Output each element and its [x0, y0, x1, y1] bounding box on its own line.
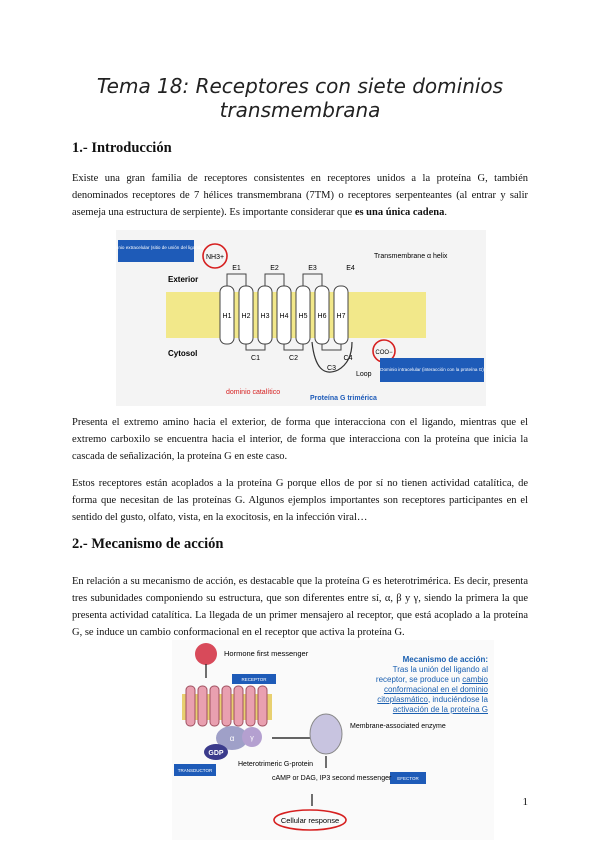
loop-label-e2: E2	[270, 265, 279, 272]
second-messenger-label: cAMP or DAG, IP3 second messenger	[272, 775, 392, 782]
cellular-response-label: Cellular response	[280, 816, 340, 825]
cytosol-label: Cytosol	[168, 349, 198, 358]
mechanism-side-note: Mecanismo de acción: Tras la unión del ligando al receptor, se produce un cambio conformacional en el dominio citoplasmático, induciéndose la activación de la proteína G	[370, 655, 488, 715]
side-note-heading: Mecanismo de acción:	[402, 655, 488, 664]
loop-label-c2: C2	[289, 355, 298, 362]
section-heading-intro: 1.- Introducción	[72, 140, 172, 156]
side-note-link-activation: activación de la proteína G	[392, 705, 488, 714]
page-title: Tema 18: Receptores con siete dominios transmembrana	[96, 74, 504, 122]
hormone-circle	[195, 643, 217, 665]
extracellular-loop-e3	[303, 274, 322, 286]
side-note-link-conformational: cambio conformacional en el dominio citoplasmático	[377, 675, 488, 704]
hormone-label: Hormone first messenger	[224, 649, 309, 658]
cytosolic-loop-c3	[322, 344, 341, 350]
helix-label-h6: H6	[317, 313, 327, 320]
extracellular-domain-label: Dominio extracelular (sitio de unión del ligando)	[116, 245, 205, 250]
helix-label-h2: H2	[241, 313, 251, 320]
receptor-helix	[246, 686, 255, 726]
receptor-helix	[198, 686, 207, 726]
catalytic-domain-label: dominio catalítico	[226, 389, 281, 396]
gamma-label: γ	[250, 735, 254, 742]
helix-label-h7: H7	[336, 313, 346, 320]
exterior-label: Exterior	[168, 275, 199, 284]
enzyme-shape	[310, 714, 342, 754]
loop-label-c1: C1	[251, 355, 260, 362]
coo-label: COO−	[375, 350, 393, 356]
receptor-helix	[222, 686, 231, 726]
section-heading-mechanism: 2.- Mecanismo de acción	[72, 536, 224, 552]
intro-paragraph-3: Estos receptores están acoplados a la proteína G porque ellos de por sí no tienen actividad catalítica, de forma que necesitan de las proteínas G. Algunos ejemplos importantes son receptores participantes en el sentido del gusto, olfato, vista, en la exocitosis, en la infección viral…	[72, 478, 528, 523]
gdp-label: GDP	[208, 750, 224, 757]
loop-label: Loop	[356, 371, 372, 378]
cytosolic-loop-c1	[246, 344, 265, 350]
efector-tag: EFECTOR	[397, 776, 419, 781]
helix-label-h1: H1	[222, 313, 232, 320]
receptor-tag: RECEPTOR	[241, 677, 267, 682]
receptor-helix	[234, 686, 243, 726]
helix-label-h4: H4	[279, 313, 289, 320]
loop-label-c3: C3	[327, 365, 336, 372]
cytosolic-loop-c2	[284, 344, 303, 350]
helix-label-h5: H5	[298, 313, 308, 320]
transductor-tag: TRANSDUCTOR	[177, 768, 213, 773]
mechanism-paragraph-1: En relación a su mecanismo de acción, es destacable que la proteína G es heterotrimérica. Es decir, presenta tres subunidades componiendo su estructura, que son diferentes entre sí, α, β y γ, siendo la primera la que presenta actividad catalítica. La llegada de un primer mensajero al receptor, que está acoplado a la proteína G, se induce un cambio conformacional en el receptor que activa la proteína G.	[72, 576, 528, 638]
emphasis-single-chain: es una única cadena	[354, 207, 445, 218]
page-number: 1	[522, 796, 528, 808]
receptor-helix	[210, 686, 219, 726]
loop-label-e3: E3	[308, 265, 317, 272]
loop-label-e1: E1	[232, 265, 241, 272]
loop-label-e4: E4	[346, 265, 355, 272]
alpha-label: α	[229, 734, 235, 743]
transmembrane-label: Transmembrane α helix	[374, 253, 448, 260]
intracellular-domain-label: Dominio intracelular (interacción con la proteína G)	[380, 367, 484, 372]
extracellular-domain-box	[118, 240, 194, 262]
nh3-label: NH3+	[205, 254, 225, 261]
extracellular-loop-e1	[227, 274, 246, 286]
figure-7tm-receptor	[116, 230, 486, 406]
receptor-helix	[258, 686, 267, 726]
intro-paragraph-2: Presenta el extremo amino hacia el exterior, de forma que interacciona con el ligando, mientras que el extremo carboxilo se encuentra hacia el interior, de forma que interacciona con la proteína que inicia la cascada de señalización, la proteína G en este caso.	[72, 417, 528, 462]
intro-paragraph-1: Existe una gran familia de receptores consistentes en receptores unidos a la proteína G, también denominados receptores de 7 hélices transmembrana (7TM) o receptores serpenteantes (al entrar y salir asemeja una estructura de serpiente). Es importante considerar que es una única cadena.	[72, 173, 528, 218]
receptor-helix	[186, 686, 195, 726]
heterotrimeric-label: Heterotrimeric G-protein	[238, 761, 314, 768]
loop-label-c4: C4	[343, 355, 353, 362]
extracellular-loop-e2	[265, 274, 284, 286]
membrane-enzyme-label: Membrane-associated enzyme	[350, 723, 446, 730]
g-protein-label: Proteína G trimérica	[310, 395, 377, 402]
helix-label-h3: H3	[260, 313, 270, 320]
